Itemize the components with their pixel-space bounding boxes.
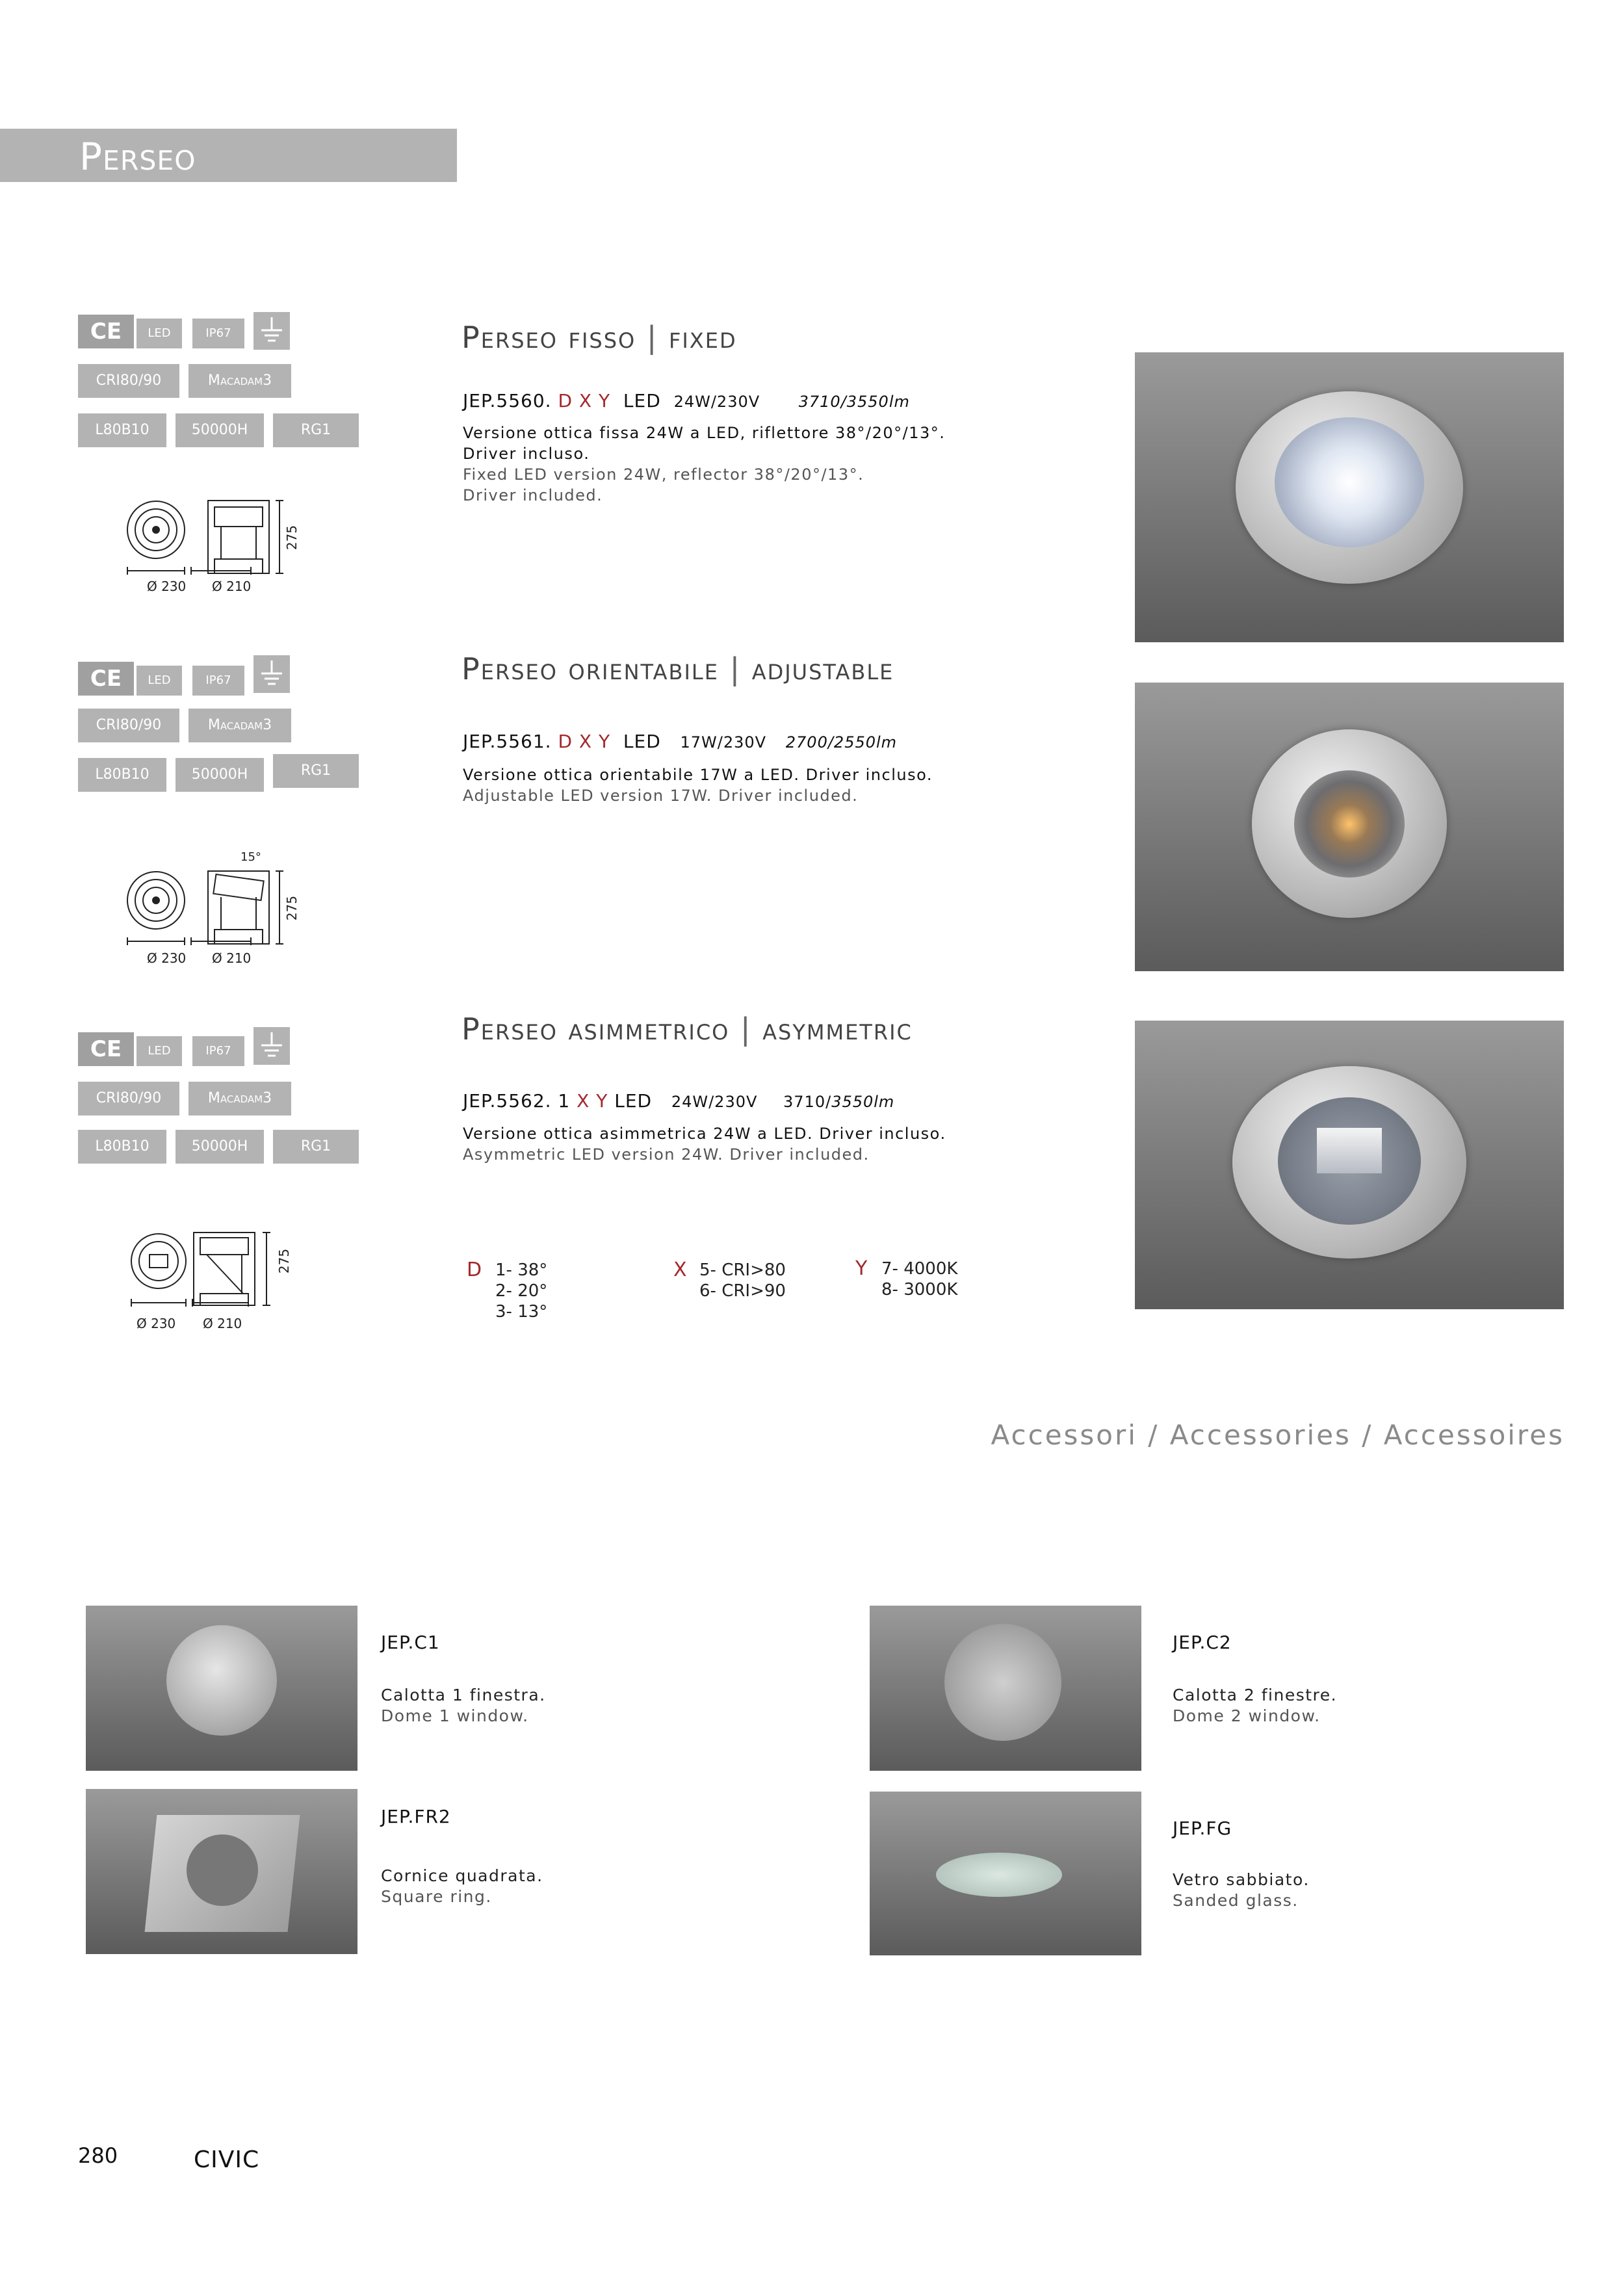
accessory-c2-description: Calotta 2 finestre. Dome 2 window. xyxy=(1173,1686,1338,1725)
accessory-fr2-code: JEP.FR2 xyxy=(381,1806,451,1827)
product-2-code: JEP.5561. D X Y LED 17W/230V 2700/2550lm xyxy=(463,731,898,752)
product-1-description: Versione ottica fissa 24W a LED, riflettore 38°/20°/13°. Driver incluso. Fixed LED version 24W, reflector 38°/20°/13°. Driver included. xyxy=(463,424,946,504)
diameter-210-label: Ø 210 xyxy=(212,950,252,966)
accessory-fg-description: Vetro sabbiato. Sanded glass. xyxy=(1173,1870,1310,1910)
accessory-c2-code: JEP.C2 xyxy=(1173,1632,1232,1653)
risk-group-badge: RG1 xyxy=(273,754,359,788)
ground-symbol-icon xyxy=(253,1027,290,1065)
product-2-description: Versione ottica orientabile 17W a LED. Driver incluso. Adjustable LED version 17W. Driver included. xyxy=(463,766,933,805)
page-number: 280 xyxy=(78,2143,118,2168)
cri-badge: CRI80/90 xyxy=(78,709,179,742)
ground-symbol-icon xyxy=(253,312,290,350)
section-header-band xyxy=(0,129,457,182)
diameter-210-label: Ø 210 xyxy=(212,579,252,594)
lifetime-badge: 50000H xyxy=(175,413,264,447)
ce-mark-badge: CE xyxy=(78,315,134,348)
risk-group-badge: RG1 xyxy=(273,413,359,447)
risk-group-badge: RG1 xyxy=(273,1130,359,1164)
legend-x-cri: X 5- CRI>80 6- CRI>90 xyxy=(673,1259,786,1301)
ip-rating-badge: IP67 xyxy=(192,319,244,348)
ce-mark-badge: CE xyxy=(78,662,134,696)
led-badge: LED xyxy=(136,1036,182,1066)
height-275-label: 275 xyxy=(284,895,300,921)
accessory-c2-photo xyxy=(870,1606,1141,1771)
product-3-description: Versione ottica asimmetrica 24W a LED. Driver incluso. Asymmetric LED version 24W. Driver included. xyxy=(463,1125,946,1164)
accessory-c1-description: Calotta 1 finestra. Dome 1 window. xyxy=(381,1686,546,1725)
lifetime-badge: 50000H xyxy=(175,758,264,792)
accessories-heading: Accessori / Accessories / Accessoires xyxy=(991,1419,1565,1451)
cri-badge: CRI80/90 xyxy=(78,1082,179,1115)
tilt-angle-label: 15° xyxy=(240,850,261,864)
product-3-code: JEP.5562. 1 X Y LED 24W/230V 3710/3550lm xyxy=(463,1090,895,1112)
accessory-c1-photo xyxy=(86,1606,357,1771)
product-2-photo xyxy=(1135,683,1564,971)
product-2-title: Perseo orientabile | adjustable xyxy=(461,651,894,686)
section-title: Perseo xyxy=(79,135,196,179)
led-badge: LED xyxy=(136,666,182,696)
product-3-title: Perseo asimmetrico | asymmetric xyxy=(461,1011,913,1047)
product-3-photo xyxy=(1135,1021,1564,1309)
led-badge: LED xyxy=(136,319,182,348)
l80b10-badge: L80B10 xyxy=(78,413,166,447)
accessory-fr2-photo xyxy=(86,1789,357,1954)
ip-rating-badge: IP67 xyxy=(192,666,244,696)
legend-d-optics: D 1- 38° 2- 20° 3- 13° xyxy=(467,1259,548,1322)
product-1-photo xyxy=(1135,352,1564,642)
macadam-badge: Macadam3 xyxy=(188,1082,291,1115)
product-1-code: JEP.5560. D X Y LED 24W/230V 3710/3550lm xyxy=(463,390,910,411)
macadam-badge: Macadam3 xyxy=(188,364,291,398)
accessory-fg-code: JEP.FG xyxy=(1173,1818,1232,1839)
diameter-230-label: Ø 230 xyxy=(147,579,187,594)
ce-mark-badge: CE xyxy=(78,1032,134,1066)
ip-rating-badge: IP67 xyxy=(192,1036,244,1066)
l80b10-badge: L80B10 xyxy=(78,758,166,792)
height-275-label: 275 xyxy=(284,525,300,551)
legend-y-colour-temperature: Y 7- 4000K 8- 3000K xyxy=(855,1257,958,1299)
accessory-fg-photo xyxy=(870,1792,1141,1955)
lifetime-badge: 50000H xyxy=(175,1130,264,1164)
l80b10-badge: L80B10 xyxy=(78,1130,166,1164)
macadam-badge: Macadam3 xyxy=(188,709,291,742)
accessory-c1-code: JEP.C1 xyxy=(381,1632,440,1653)
diameter-210-label: Ø 210 xyxy=(203,1316,242,1331)
diameter-230-label: Ø 230 xyxy=(136,1316,176,1331)
product-1-title: Perseo fisso | fixed xyxy=(461,320,737,355)
accessory-fr2-description: Cornice quadrata. Square ring. xyxy=(381,1866,543,1906)
height-275-label: 275 xyxy=(276,1248,292,1274)
cri-badge: CRI80/90 xyxy=(78,364,179,398)
diameter-230-label: Ø 230 xyxy=(147,950,187,966)
ground-symbol-icon xyxy=(253,655,290,693)
brand-logo: CIVIC xyxy=(194,2146,260,2173)
